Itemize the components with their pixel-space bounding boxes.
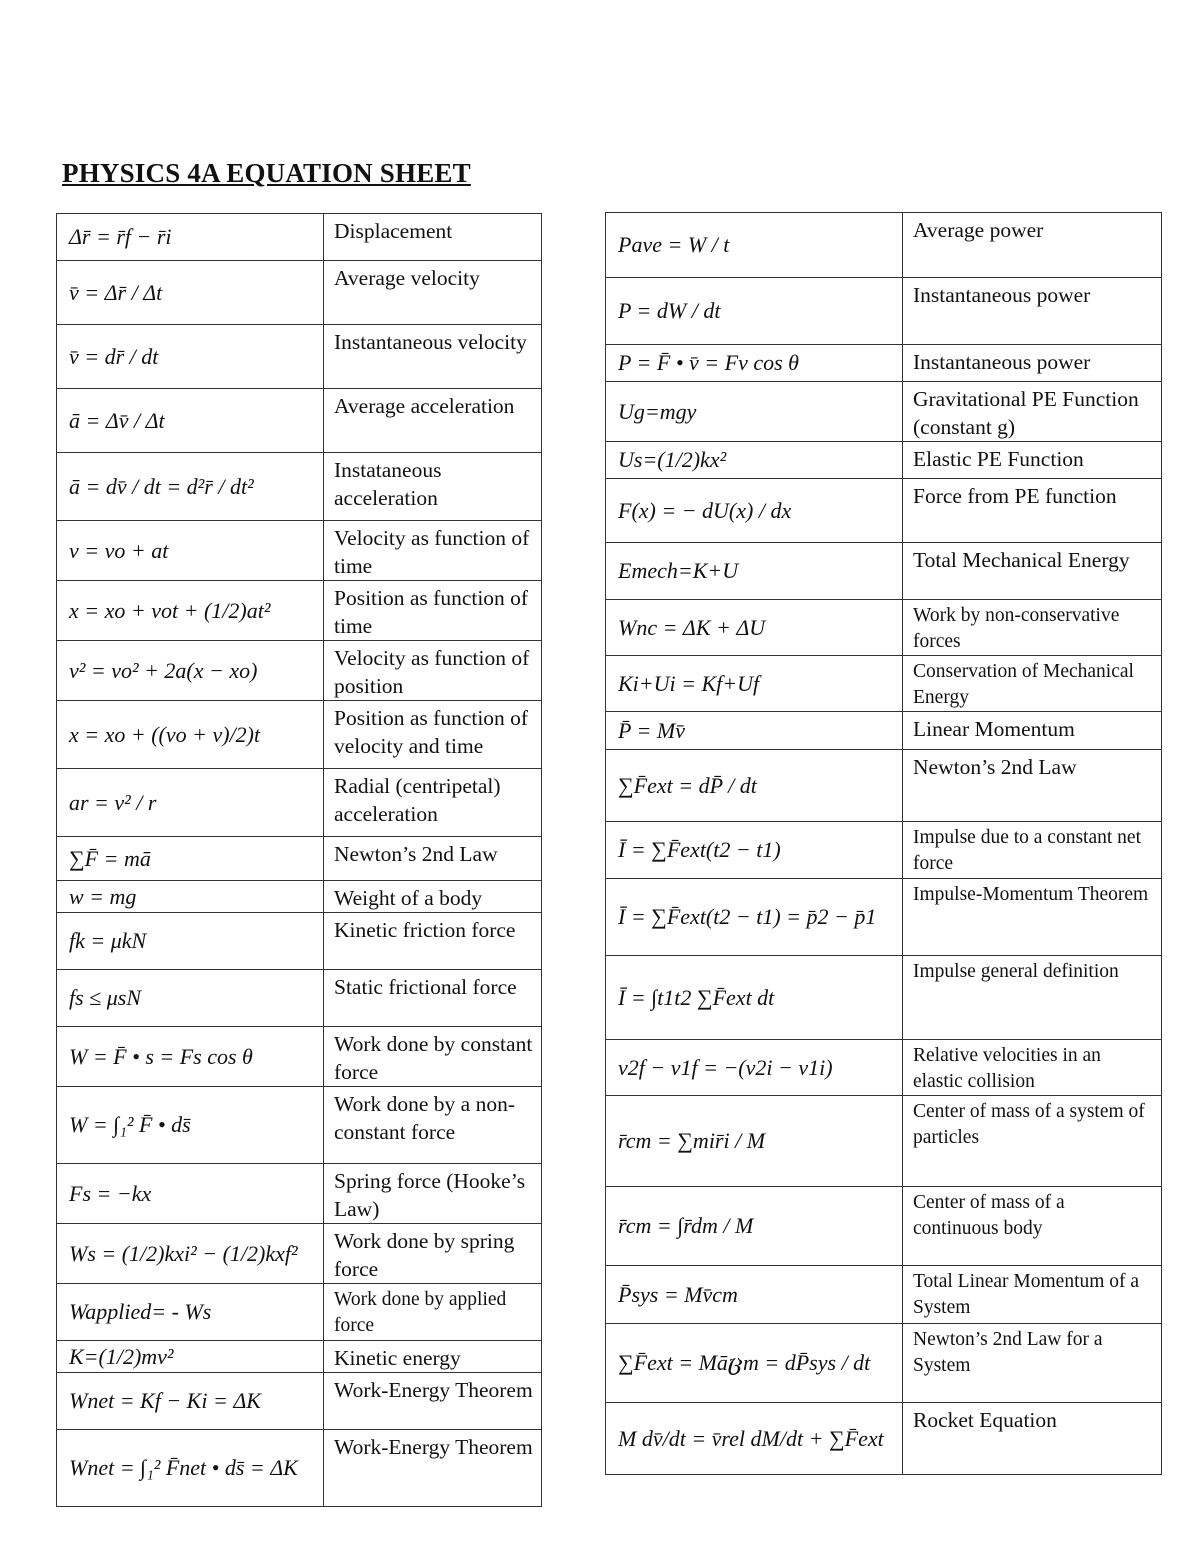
equation-formula: M dv̄/dt = v̄rel dM/dt + ∑F̄ext <box>606 1403 903 1475</box>
equation-row <box>606 442 1162 479</box>
equation-row <box>57 1087 542 1164</box>
equation-row <box>606 1187 1162 1266</box>
equation-description: Work-Energy Theorem <box>324 1373 542 1430</box>
equation-formula: Ug=mgy <box>606 382 903 442</box>
equation-description: Instantaneous power <box>903 278 1162 345</box>
equation-formula: Ki+Ui = Kf+Uf <box>606 656 903 712</box>
equation-description: Kinetic friction force <box>324 913 542 970</box>
equation-row <box>57 581 542 641</box>
equation-formula: r̄cm = ∑mir̄i / M <box>606 1096 903 1187</box>
equation-description: Static frictional force <box>324 970 542 1027</box>
equation-description: Work done by applied force <box>324 1284 542 1341</box>
equation-row <box>606 656 1162 712</box>
equation-description: Position as function of time <box>324 581 542 641</box>
equation-formula: K=(1/2)mv² <box>57 1341 324 1373</box>
equation-row <box>606 600 1162 656</box>
equation-formula: v² = vo² + 2a(x − xo) <box>57 641 324 701</box>
equation-formula: fk = μkN <box>57 913 324 970</box>
equation-formula: Ī = ∫t1t2 ∑F̄ext dt <box>606 956 903 1040</box>
equation-row <box>57 881 542 913</box>
equation-formula: Ws = (1/2)kxi² − (1/2)kxf² <box>57 1224 324 1284</box>
equation-description: Center of mass of a system of particles <box>903 1096 1162 1187</box>
equation-description: Newton’s 2nd Law <box>324 837 542 881</box>
equation-description: Weight of a body <box>324 881 542 913</box>
equation-description: Work done by a non-constant force <box>324 1087 542 1164</box>
equation-row <box>606 879 1162 956</box>
equation-description: Newton’s 2nd Law <box>903 750 1162 822</box>
equation-description: Gravitational PE Function (constant g) <box>903 382 1162 442</box>
equation-formula: Δr̄ = r̄f − r̄i <box>57 214 324 261</box>
equation-row <box>57 1430 542 1507</box>
equation-formula: P = dW / dt <box>606 278 903 345</box>
right-equation-table <box>605 212 1162 1475</box>
equation-row <box>57 837 542 881</box>
equation-description: Instataneous acceleration <box>324 453 542 521</box>
equation-description: Total Linear Momentum of a System <box>903 1266 1162 1324</box>
equation-row <box>606 1040 1162 1096</box>
equation-formula: v = vo + at <box>57 521 324 581</box>
equation-description: Work-Energy Theorem <box>324 1430 542 1507</box>
equation-row <box>57 641 542 701</box>
equation-formula: F(x) = − dU(x) / dx <box>606 479 903 543</box>
equation-formula: Emech=K+U <box>606 543 903 600</box>
equation-description: Average acceleration <box>324 389 542 453</box>
equation-formula: ∑F̄ext = Māცm = dP̄sys / dt <box>606 1324 903 1403</box>
equation-row <box>57 214 542 261</box>
equation-description: Work by non-conservative forces <box>903 600 1162 656</box>
equation-formula: r̄cm = ∫r̄dm / M <box>606 1187 903 1266</box>
equation-row <box>57 769 542 837</box>
equation-description: Displacement <box>324 214 542 261</box>
equation-description: Radial (centripetal) acceleration <box>324 769 542 837</box>
equation-description: Conservation of Mechanical Energy <box>903 656 1162 712</box>
equation-description: Work done by constant force <box>324 1027 542 1087</box>
equation-row <box>606 278 1162 345</box>
equation-row <box>57 913 542 970</box>
equation-formula: W = ∫₁² F̄ • ds̄ <box>57 1087 324 1164</box>
equation-formula: P̄ = Mv̄ <box>606 712 903 750</box>
equation-formula: P = F̄ • v̄ = Fv cos θ <box>606 345 903 382</box>
equation-row <box>606 543 1162 600</box>
equation-formula: ∑F̄ext = dP̄ / dt <box>606 750 903 822</box>
equation-formula: w = mg <box>57 881 324 913</box>
equation-description: Center of mass of a continuous body <box>903 1187 1162 1266</box>
equation-description: Instantaneous power <box>903 345 1162 382</box>
equation-formula: v̄ = dr̄ / dt <box>57 325 324 389</box>
equation-formula: ar = v² / r <box>57 769 324 837</box>
equation-row <box>606 213 1162 278</box>
equation-row <box>57 389 542 453</box>
equation-row <box>606 956 1162 1040</box>
equation-row <box>606 712 1162 750</box>
equation-description: Velocity as function of time <box>324 521 542 581</box>
equation-formula: Wnet = ∫₁² F̄net • ds̄ = ΔK <box>57 1430 324 1507</box>
equation-description: Kinetic energy <box>324 1341 542 1373</box>
equation-formula: fs ≤ μsN <box>57 970 324 1027</box>
equation-row <box>57 1027 542 1087</box>
equation-description: Total Mechanical Energy <box>903 543 1162 600</box>
equation-description: Velocity as function of position <box>324 641 542 701</box>
equation-description: Instantaneous velocity <box>324 325 542 389</box>
equation-description: Position as function of velocity and time <box>324 701 542 769</box>
equation-description: Spring force (Hooke’s Law) <box>324 1164 542 1224</box>
equation-formula: W = F̄ • s = Fs cos θ <box>57 1027 324 1087</box>
equation-formula: x = xo + ((vo + v)/2)t <box>57 701 324 769</box>
equation-row <box>606 1324 1162 1403</box>
equation-row <box>57 325 542 389</box>
equation-formula: ā = Δv̄ / Δt <box>57 389 324 453</box>
equation-row <box>57 453 542 521</box>
equation-row <box>606 345 1162 382</box>
equation-description: Force from PE function <box>903 479 1162 543</box>
equation-row <box>606 1266 1162 1324</box>
equation-description: Newton’s 2nd Law for a System <box>903 1324 1162 1403</box>
equation-row <box>57 1164 542 1224</box>
equation-formula: Pave = W / t <box>606 213 903 278</box>
equation-description: Impulse general definition <box>903 956 1162 1040</box>
equation-formula: P̄sys = Mv̄cm <box>606 1266 903 1324</box>
equation-row <box>606 1403 1162 1475</box>
equation-row <box>606 750 1162 822</box>
equation-formula: ā = dv̄ / dt = d²r̄ / dt² <box>57 453 324 521</box>
equation-formula: Wnet = Kf − Ki = ΔK <box>57 1373 324 1430</box>
page-title: PHYSICS 4A EQUATION SHEET <box>62 158 471 188</box>
equation-formula: Ī = ∑F̄ext(t2 − t1) = p̄2 − p̄1 <box>606 879 903 956</box>
equation-formula: ∑F̄ = mā <box>57 837 324 881</box>
equation-description: Elastic PE Function <box>903 442 1162 479</box>
equation-row <box>57 521 542 581</box>
equation-formula: Wnc = ΔK + ΔU <box>606 600 903 656</box>
equation-formula: v̄ = Δr̄ / Δt <box>57 261 324 325</box>
equation-formula: Fs = −kx <box>57 1164 324 1224</box>
equation-row <box>606 1096 1162 1187</box>
equation-row <box>57 1284 542 1341</box>
equation-description: Average velocity <box>324 261 542 325</box>
equation-row <box>57 701 542 769</box>
equation-row <box>57 261 542 325</box>
equation-description: Relative velocities in an elastic collision <box>903 1040 1162 1096</box>
equation-description: Rocket Equation <box>903 1403 1162 1475</box>
equation-formula: v2f − v1f = −(v2i − v1i) <box>606 1040 903 1096</box>
equation-formula: Us=(1/2)kx² <box>606 442 903 479</box>
equation-formula: Wapplied= - Ws <box>57 1284 324 1341</box>
equation-description: Impulse due to a constant net force <box>903 822 1162 879</box>
equation-row <box>57 970 542 1027</box>
equation-description: Work done by spring force <box>324 1224 542 1284</box>
equation-row <box>57 1373 542 1430</box>
equation-formula: x = xo + vot + (1/2)at² <box>57 581 324 641</box>
equation-row <box>606 822 1162 879</box>
equation-row <box>57 1224 542 1284</box>
equation-description: Average power <box>903 213 1162 278</box>
equation-row <box>57 1341 542 1373</box>
equation-description: Impulse-Momentum Theorem <box>903 879 1162 956</box>
equation-formula: Ī = ∑F̄ext(t2 − t1) <box>606 822 903 879</box>
equation-row <box>606 479 1162 543</box>
equation-description: Linear Momentum <box>903 712 1162 750</box>
left-equation-table <box>56 213 542 1507</box>
equation-row <box>606 382 1162 442</box>
